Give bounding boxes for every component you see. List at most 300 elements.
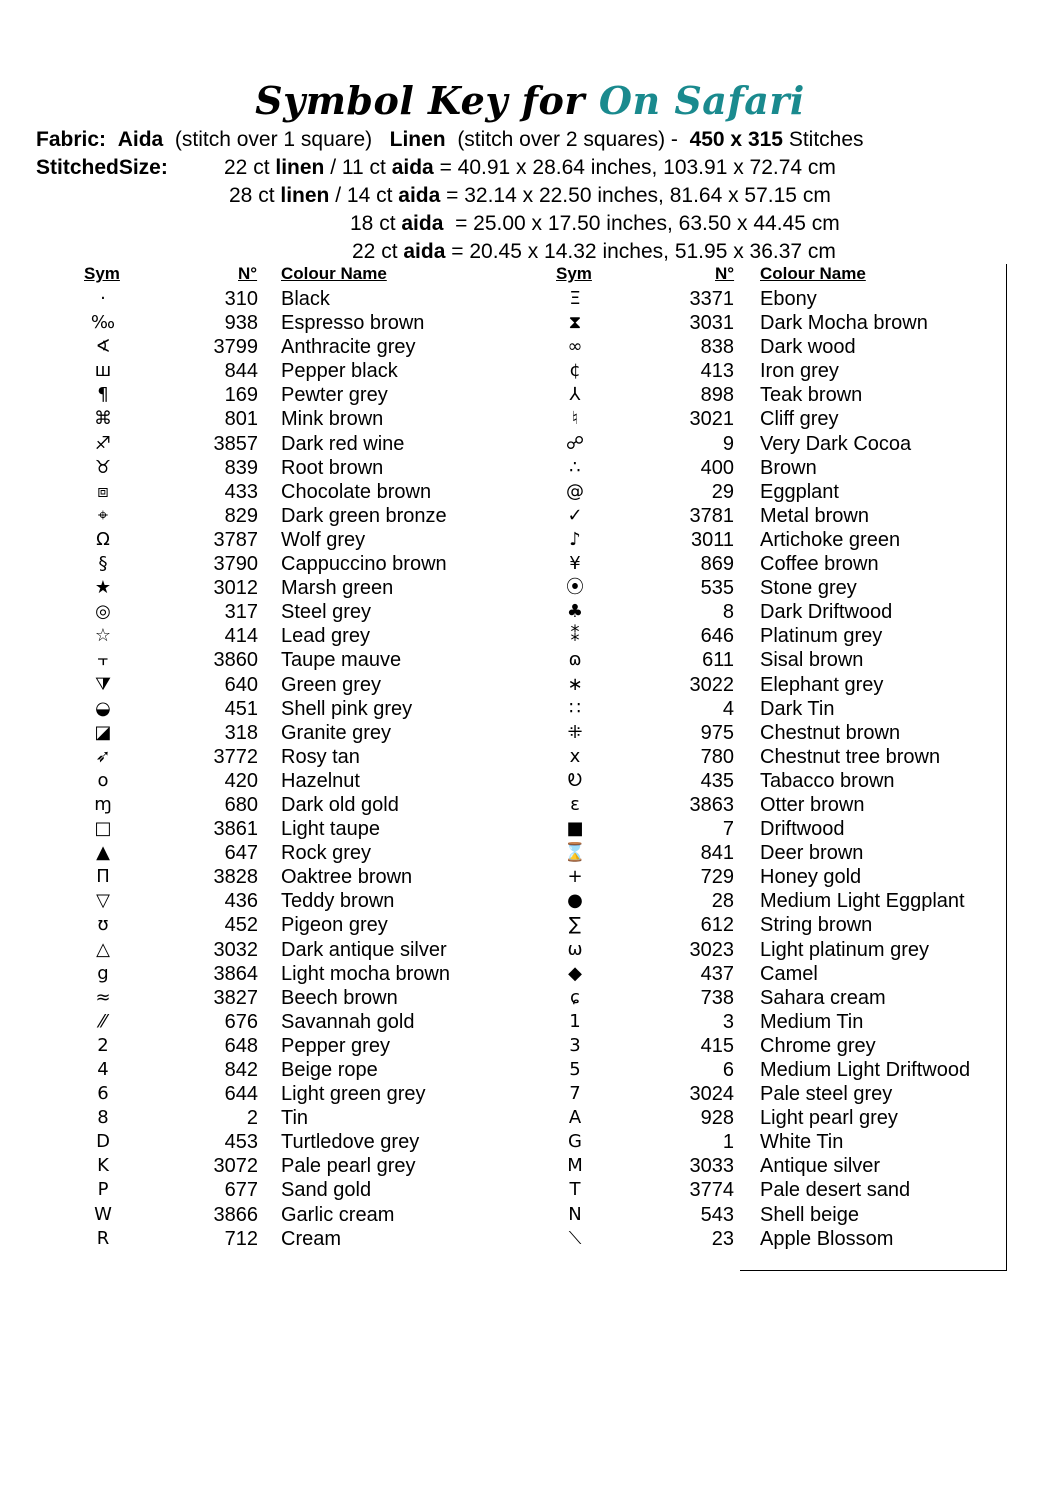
number-left: 317: [224, 601, 258, 624]
symbol-right: 5: [569, 1059, 581, 1080]
colour-name-left: Tin: [281, 1107, 309, 1130]
size-line-3: 18 ct aida = 25.00 x 17.50 inches, 63.50 x 44.45 cm: [350, 212, 840, 235]
colour-name-right: Dark Mocha brown: [760, 312, 928, 335]
number-left: 839: [224, 456, 258, 479]
number-right: 975: [700, 721, 734, 744]
symbol-right: 3: [569, 1034, 581, 1056]
number-left: 3861: [213, 818, 258, 841]
colour-name-left: Turtledove grey: [281, 1131, 420, 1154]
symbol-left: 6: [97, 1083, 109, 1105]
table-row: [0, 1227, 1060, 1251]
colour-name-right: Tabacco brown: [760, 769, 895, 792]
table-row: [0, 1082, 1060, 1106]
number-right: 3031: [689, 312, 734, 335]
symbol-right: ∷: [569, 697, 581, 719]
table-row: [0, 287, 1060, 311]
table-row: [0, 407, 1060, 431]
symbol-right: 1: [569, 1010, 581, 1032]
table-row: [0, 1106, 1060, 1130]
colour-name-right: Elephant grey: [760, 673, 884, 696]
number-left: 3790: [213, 553, 258, 576]
number-right: 869: [700, 553, 734, 576]
number-left: 3772: [213, 745, 258, 768]
number-left: 3787: [213, 528, 258, 551]
colour-name-left: Pewter grey: [281, 384, 388, 407]
colour-name-right: Pale desert sand: [760, 1179, 911, 1202]
table-row: [0, 913, 1060, 937]
table-bottom-border: [740, 1270, 1007, 1271]
colour-name-left: Hazelnut: [281, 769, 360, 792]
symbol-left: ⌘: [94, 408, 112, 430]
table-row: [0, 841, 1060, 865]
symbol-left: ʊ: [97, 914, 109, 936]
header-sym-right: Sym: [556, 264, 592, 283]
table-row: [0, 1154, 1060, 1178]
number-right: 29: [711, 480, 734, 503]
colour-name-right: Driftwood: [760, 818, 845, 841]
number-left: 451: [224, 697, 258, 720]
table-row: [0, 817, 1060, 841]
number-right: 612: [700, 914, 734, 937]
colour-name-left: Marsh green: [281, 577, 394, 600]
number-left: 3866: [213, 1203, 258, 1226]
symbol-right: G: [568, 1131, 582, 1153]
symbol-left: ♐: [94, 432, 112, 454]
colour-name-right: Sisal brown: [760, 649, 864, 672]
colour-name-right: Brown: [760, 456, 817, 479]
symbol-right: ⦿: [566, 577, 584, 599]
table-row: [0, 1034, 1060, 1058]
number-left: 680: [224, 793, 258, 816]
symbol-left: ▽: [96, 890, 110, 912]
colour-name-right: Light platinum grey: [760, 938, 929, 961]
colour-name-left: Chocolate brown: [281, 480, 432, 503]
colour-name-left: Teddy brown: [281, 890, 395, 913]
title-prefix: Symbol Key for: [255, 78, 585, 123]
colour-name-right: Honey gold: [760, 866, 862, 889]
number-left: 3828: [213, 866, 258, 889]
number-right: 928: [700, 1107, 734, 1130]
number-right: 3774: [689, 1179, 734, 1202]
symbol-right: ¥: [569, 553, 581, 575]
colour-name-left: Cappuccino brown: [281, 553, 447, 576]
number-left: 712: [224, 1227, 258, 1250]
symbol-left: §: [98, 553, 108, 575]
size-line-2: 28 ct linen / 14 ct aida = 32.14 x 22.50 inches, 81.64 x 57.15 cm: [229, 184, 831, 207]
symbol-right: ⧗: [568, 312, 582, 334]
colour-name-left: Beech brown: [281, 986, 398, 1009]
symbol-left: ⧈: [97, 480, 109, 502]
number-left: 677: [224, 1179, 258, 1202]
colour-name-left: Light green grey: [281, 1083, 426, 1106]
colour-name-left: Dark old gold: [281, 793, 399, 816]
colour-name-left: Pigeon grey: [281, 914, 388, 937]
colour-name-right: Deer brown: [760, 842, 864, 865]
header-name-right: Colour Name: [760, 264, 866, 283]
number-left: 842: [224, 1059, 258, 1081]
colour-name-right: Medium Light Eggplant: [760, 890, 965, 913]
symbol-right: ♪: [569, 528, 581, 550]
symbol-right: ⟍: [568, 1227, 582, 1249]
colour-name-left: Garlic cream: [281, 1203, 395, 1226]
colour-name-right: White Tin: [760, 1131, 844, 1154]
symbol-left: ♉: [94, 456, 112, 478]
colour-name-left: Steel grey: [281, 601, 372, 624]
number-right: 780: [700, 745, 734, 768]
colour-name-left: Anthracite grey: [281, 336, 416, 359]
number-left: 310: [224, 288, 258, 310]
table-row: [0, 359, 1060, 383]
number-left: 420: [224, 769, 258, 792]
colour-name-left: Rosy tan: [281, 745, 360, 768]
colour-name-left: Pale pearl grey: [281, 1155, 416, 1178]
symbol-left: ⌖: [97, 504, 109, 526]
header-sym-left: Sym: [84, 264, 120, 283]
table-row: [0, 986, 1060, 1010]
colour-name-left: Root brown: [281, 456, 384, 479]
symbol-right: ɷ: [568, 649, 582, 671]
colour-name-right: Very Dark Cocoa: [760, 432, 912, 455]
symbol-left: ◒: [95, 697, 111, 719]
colour-name-left: Oaktree brown: [281, 866, 413, 889]
number-left: 801: [224, 408, 258, 431]
colour-name-left: Pepper grey: [281, 1034, 390, 1057]
symbol-right: ∞: [567, 336, 583, 358]
symbol-left: ‰: [90, 312, 116, 334]
fabric-label: Fabric:: [36, 128, 107, 151]
number-right: 415: [700, 1034, 734, 1057]
colour-name-right: Cliff grey: [760, 408, 839, 431]
symbol-left: ⫟: [97, 649, 109, 671]
number-right: 841: [700, 842, 734, 865]
colour-name-left: Black: [281, 288, 330, 310]
symbol-right: Ξ: [569, 288, 581, 309]
symbol-left: Π: [96, 866, 110, 888]
colour-name-left: Light taupe: [281, 818, 380, 841]
table-row: [0, 528, 1060, 552]
symbol-left: D: [96, 1131, 110, 1153]
table-row: [0, 432, 1060, 456]
table-row: [0, 311, 1060, 335]
symbol-left: 4: [97, 1059, 109, 1080]
number-right: 838: [700, 336, 734, 359]
number-right: 3023: [689, 938, 734, 961]
number-right: 646: [700, 625, 734, 648]
number-left: 436: [224, 890, 258, 913]
colour-name-left: Wolf grey: [281, 528, 366, 551]
colour-name-right: String brown: [760, 914, 873, 937]
colour-name-right: Chestnut brown: [760, 721, 901, 744]
number-left: 676: [224, 1010, 258, 1033]
table-row: [0, 1178, 1060, 1202]
table-row: [0, 697, 1060, 721]
header-num-right: N°: [715, 264, 735, 283]
symbol-right: ⁑: [570, 625, 580, 647]
colour-name-right: Dark Tin: [760, 697, 835, 720]
symbol-left: K: [97, 1155, 109, 1177]
table-row: [0, 1058, 1060, 1082]
fabric-line: [36, 126, 864, 154]
number-right: 8: [722, 601, 734, 624]
colour-name-left: Dark green bronze: [281, 504, 447, 527]
colour-name-right: Artichoke green: [760, 528, 901, 551]
colour-name-left: Mink brown: [281, 408, 384, 431]
symbol-right: ⌛: [563, 842, 587, 864]
symbol-left: R: [96, 1227, 110, 1249]
size-line-4: 22 ct aida = 20.45 x 14.32 inches, 51.95 x 36.37 cm: [352, 240, 836, 263]
symbol-left: △: [96, 938, 110, 960]
number-left: 452: [224, 914, 258, 937]
symbol-right: ¢: [569, 360, 581, 382]
colour-name-left: Taupe mauve: [281, 649, 402, 672]
stitched-size-label: StitchedSize:: [36, 156, 168, 179]
number-left: 648: [224, 1034, 258, 1057]
number-right: 3011: [690, 528, 734, 551]
symbol-right: ◆: [568, 962, 582, 984]
number-right: 898: [700, 384, 734, 407]
symbol-right: x: [569, 745, 581, 767]
table-row: [0, 624, 1060, 648]
pattern-name: On Safari: [598, 78, 805, 123]
symbol-right: ●: [567, 890, 583, 912]
symbol-right: ɕ: [570, 986, 580, 1008]
number-left: 644: [224, 1083, 258, 1106]
colour-name-right: Dark wood: [760, 336, 856, 359]
symbol-left: ▲: [96, 842, 110, 864]
number-right: 535: [700, 577, 734, 600]
number-right: 3033: [689, 1155, 734, 1178]
size-line-1: 22 ct linen / 11 ct aida = 40.91 x 28.64 inches, 103.91 x 72.74 cm: [224, 156, 836, 179]
symbol-right: ♣: [566, 601, 584, 623]
number-right: 3022: [689, 673, 734, 696]
symbol-left: □: [94, 818, 112, 840]
table-row: [0, 769, 1060, 793]
number-right: 543: [700, 1203, 734, 1226]
colour-name-right: Iron grey: [760, 360, 839, 383]
colour-name-left: Espresso brown: [281, 312, 425, 335]
colour-name-right: Medium Tin: [760, 1010, 864, 1033]
symbol-right: ⁜: [567, 721, 583, 743]
colour-name-left: Lead grey: [281, 625, 370, 648]
symbol-left: o: [97, 769, 109, 791]
number-left: 3864: [213, 962, 258, 985]
symbol-left: ◪: [94, 721, 112, 743]
colour-name-right: Antique silver: [760, 1155, 881, 1178]
number-right: 729: [700, 866, 734, 889]
symbol-left: ш: [94, 360, 112, 382]
number-left: 3072: [213, 1155, 258, 1178]
colour-name-left: Dark antique silver: [281, 938, 447, 961]
colour-name-left: Beige rope: [281, 1059, 378, 1081]
number-left: 169: [224, 384, 258, 407]
table-row: [0, 504, 1060, 528]
symbol-left: ∢: [95, 336, 111, 358]
number-right: 3781: [689, 504, 734, 527]
colour-name-right: Coffee brown: [760, 553, 879, 576]
symbol-right: ♮: [571, 408, 579, 430]
number-right: 738: [700, 986, 734, 1009]
fabric-aida: Aida: [117, 128, 164, 151]
number-left: 453: [224, 1131, 258, 1154]
colour-name-left: Sand gold: [281, 1179, 372, 1202]
table-row: [0, 1010, 1060, 1034]
symbol-left: P: [97, 1179, 109, 1201]
symbol-right: Ꭷ: [567, 769, 583, 791]
symbol-right: ∴: [569, 456, 581, 478]
number-right: 1: [722, 1131, 734, 1154]
symbol-right: ✓: [567, 504, 583, 526]
header-num-left: N°: [238, 264, 258, 283]
table-row: [0, 673, 1060, 697]
fabric-linen-note: (stitch over 2 squares) -: [457, 128, 678, 151]
symbol-right: ∗: [567, 673, 583, 695]
fabric-aida-note: (stitch over 1 square): [174, 128, 373, 151]
colour-name-left: Green grey: [281, 673, 382, 696]
table-row: [0, 793, 1060, 817]
symbol-left: ·: [100, 288, 106, 309]
colour-name-left: Rock grey: [281, 842, 372, 865]
table-row: [0, 1130, 1060, 1154]
symbol-right: A: [568, 1107, 582, 1129]
number-left: 3827: [213, 986, 258, 1009]
number-right: 23: [711, 1227, 734, 1250]
fabric-linen: Linen: [389, 128, 446, 151]
symbol-left: ➶: [95, 745, 111, 767]
number-left: 414: [224, 625, 258, 648]
symbol-left: 8: [97, 1107, 109, 1129]
symbol-right: M: [567, 1155, 583, 1177]
number-left: 640: [224, 673, 258, 696]
number-right: 413: [700, 360, 734, 383]
number-right: 3863: [689, 793, 734, 816]
page-title: [0, 78, 1060, 123]
number-left: 938: [224, 312, 258, 335]
symbol-right: ε: [570, 793, 580, 815]
symbol-left: g: [97, 962, 109, 984]
symbol-right: T: [569, 1179, 581, 1201]
symbol-left: ¶: [97, 384, 109, 406]
symbol-left: Ω: [96, 528, 110, 550]
table-row: [0, 865, 1060, 889]
colour-name-right: Ebony: [760, 288, 817, 310]
table-row: [0, 721, 1060, 745]
table-row: [0, 383, 1060, 407]
table-row: [0, 335, 1060, 359]
table-row: [0, 938, 1060, 962]
number-left: 2: [246, 1107, 258, 1130]
colour-name-left: Pepper black: [281, 360, 398, 383]
number-right: 9: [722, 432, 734, 455]
table-row: [0, 552, 1060, 576]
colour-name-left: Granite grey: [281, 721, 392, 744]
colour-name-right: Light pearl grey: [760, 1107, 898, 1130]
colour-name-right: Chrome grey: [760, 1034, 876, 1057]
symbol-right: ■: [566, 818, 584, 840]
number-right: 4: [722, 697, 734, 720]
colour-name-right: Teak brown: [760, 384, 863, 407]
colour-name-right: Metal brown: [760, 504, 869, 527]
number-right: 7: [722, 818, 734, 841]
table-right-border: [1006, 264, 1007, 1270]
symbol-key-table: [0, 287, 1060, 1251]
number-left: 3012: [213, 577, 258, 600]
number-right: 611: [702, 649, 734, 672]
colour-name-left: Savannah gold: [281, 1010, 415, 1033]
number-left: 3032: [213, 938, 258, 961]
table-row: [0, 962, 1060, 986]
symbol-right: ω: [567, 938, 583, 960]
stitch-dimensions: 450 x 315: [689, 128, 783, 151]
symbol-left: ★: [94, 577, 112, 599]
number-left: 433: [224, 480, 258, 503]
symbol-left: ☆: [94, 625, 112, 647]
colour-name-right: Dark Driftwood: [760, 601, 893, 624]
colour-name-right: Chestnut tree brown: [760, 745, 941, 768]
symbol-left: ≈: [95, 986, 111, 1008]
table-row: [0, 648, 1060, 672]
number-right: 3024: [689, 1083, 734, 1106]
number-right: 3371: [689, 288, 734, 310]
symbol-right: @: [566, 480, 584, 502]
colour-name-right: Sahara cream: [760, 986, 886, 1009]
number-left: 3860: [213, 649, 258, 672]
colour-name-right: Shell beige: [760, 1203, 859, 1226]
symbol-left: ⁄⁄: [99, 1010, 106, 1032]
number-left: 844: [224, 360, 258, 383]
symbol-right: 7: [569, 1083, 581, 1105]
number-right: 3021: [689, 408, 734, 431]
symbol-right: N: [568, 1203, 582, 1225]
symbol-right: ∑: [568, 914, 582, 936]
table-row: [0, 600, 1060, 624]
symbol-left: ◎: [95, 601, 111, 623]
colour-name-right: Platinum grey: [760, 625, 883, 648]
symbol-left: W: [94, 1203, 112, 1225]
colour-name-right: Medium Light Driftwood: [760, 1059, 971, 1081]
colour-name-left: Cream: [281, 1227, 342, 1250]
number-right: 400: [700, 456, 734, 479]
table-row: [0, 745, 1060, 769]
colour-name-left: Light mocha brown: [281, 962, 450, 985]
number-left: 829: [224, 504, 258, 527]
symbol-right: ⅄: [569, 384, 581, 406]
colour-name-right: Eggplant: [760, 480, 839, 503]
number-right: 437: [700, 962, 734, 985]
colour-name-left: Dark red wine: [281, 432, 405, 455]
colour-name-right: Stone grey: [760, 577, 857, 600]
symbol-left: 2: [97, 1034, 109, 1056]
header-name-left: Colour Name: [281, 264, 387, 283]
table-row: [0, 889, 1060, 913]
symbol-left: ⧩: [94, 673, 112, 695]
colour-name-right: Camel: [760, 962, 818, 985]
table-row: [0, 480, 1060, 504]
number-right: 6: [722, 1059, 734, 1081]
symbol-right: +: [567, 866, 583, 888]
table-row: [0, 576, 1060, 600]
number-right: 28: [711, 890, 734, 913]
number-right: 435: [700, 769, 734, 792]
symbol-left: ɱ: [94, 793, 112, 815]
table-row: [0, 1203, 1060, 1227]
colour-name-left: Shell pink grey: [281, 697, 413, 720]
colour-name-right: Otter brown: [760, 793, 865, 816]
number-left: 647: [224, 842, 258, 865]
number-left: 3857: [213, 432, 258, 455]
table-row: [0, 456, 1060, 480]
symbol-right: ☍: [565, 432, 585, 454]
number-left: 318: [224, 721, 258, 744]
